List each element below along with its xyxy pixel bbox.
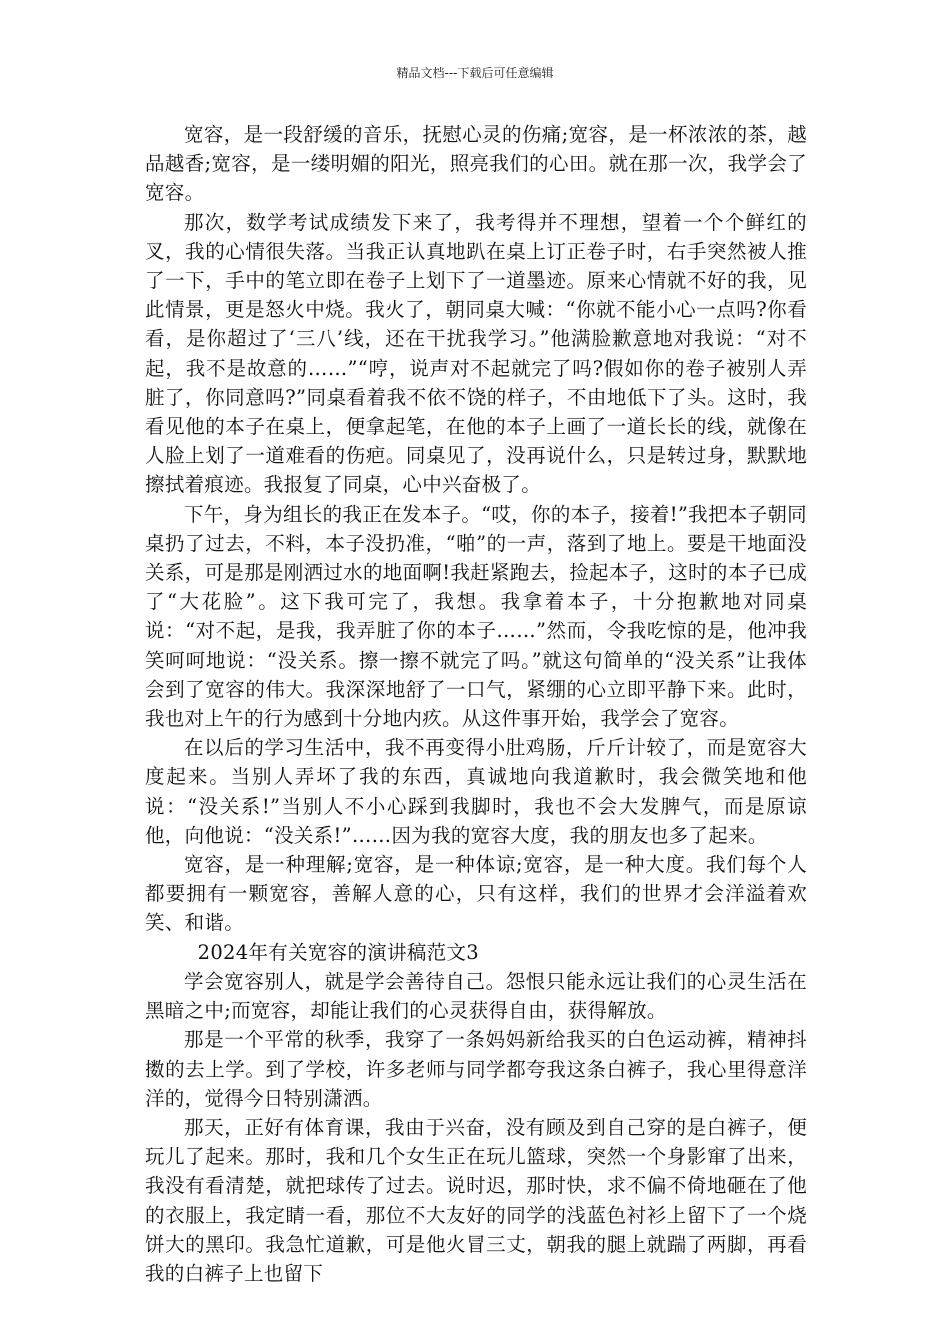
paragraph: 学会宽容别人，就是学会善待自己。怨恨只能永远让我们的心灵生活在黑暗之中;而宽容，却能让我们的心灵获得自由，获得解放。 bbox=[145, 969, 807, 1023]
paragraph: 那次，数学考试成绩发下来了，我考得并不理想，望着一个个鲜红的叉，我的心情很失落。当我正认真地趴在桌上订正卷子时，右手突然被人推了一下，手中的笔立即在卷子上划下了一道墨迹。原来心情就不好的我，见此情景，更是怒火中烧。我火了，朝同桌大喊：“你就不能小心一点吗?你看看，是你超过了‘三八’线，还在干扰我学习。”他满脸歉意地对我说：“对不起，我不是故意的……”“哼，说声对不起就完了吗?假如你的卷子被别人弄脏了，你同意吗?”同桌看着我不依不饶的样子，不由地低下了头。这时，我看见他的本子在桌上，便拿起笔，在他的本子上画了一道长长的线，就像在人脸上划了一道难看的伤疤。同桌见了，没再说什么，只是转过身，默默地擦拭着痕迹。我报复了同桌，心中兴奋极了。 bbox=[145, 210, 807, 497]
section-title: 2024年有关宽容的演讲稿范文3 bbox=[197, 940, 479, 964]
paragraph: 那是一个平常的秋季，我穿了一条妈妈新给我买的白色运动裤，精神抖擞的去上学。到了学校，许多老师与同学都夸我这条白裤子，我心里得意洋洋的，觉得今日特别潇洒。 bbox=[145, 1028, 807, 1110]
paragraph: 宽容，是一种理解;宽容，是一种体谅;宽容，是一种大度。我们每个人都要拥有一颗宽容，善解人意的心，只有这样，我们的世界才会洋溢着欢笑、和谐。 bbox=[145, 853, 807, 935]
page-header: 精品文档---下载后可任意编辑 bbox=[396, 66, 554, 80]
paragraph: 在以后的学习生活中，我不再变得小肚鸡肠，斤斤计较了，而是宽容大度起来。当别人弄坏了我的东西，真诚地向我道歉时，我会微笑地和他说：“没关系!”当别人不小心踩到我脚时，我也不会大发脾气，而是原谅他，向他说：“没关系!”……因为我的宽容大度，我的朋友也多了起来。 bbox=[145, 736, 807, 847]
document-body bbox=[145, 120, 807, 1288]
paragraph: 宽容，是一段舒缓的音乐，抚慰心灵的伤痛;宽容，是一杯浓浓的茶，越品越香;宽容，是一缕明媚的阳光，照亮我们的心田。就在那一次，我学会了宽容。 bbox=[145, 123, 807, 205]
paragraph: 下午，身为组长的我正在发本子。“哎，你的本子，接着!”我把本子朝同桌扔了过去，不料，本子没扔准，“啪”的一声，落到了地上。要是干地面没关系，可是那是刚洒过水的地面啊!我赶紧跑去，捡起本子，这时的本子已成了“大花脸”。这下我可完了，我想。我拿着本子，十分抱歉地对同桌说：“对不起，是我，我弄脏了你的本子……”然而，令我吃惊的是，他冲我笑呵呵地说：“没关系。擦一擦不就完了吗。”就这句简单的“没关系”让我体会到了宽容的伟大。我深深地舒了一口气，紧绷的心立即平静下来。此时，我也对上午的行为感到十分地内疚。从这件事开始，我学会了宽容。 bbox=[145, 502, 807, 731]
paragraph: 那天，正好有体育课，我由于兴奋，没有顾及到自己穿的是白裤子，便玩儿了起来。那时，我和几个女生正在玩儿篮球，突然一个身影窜了出来，我没有看清楚，就把球传了过去。说时迟，那时快，求不偏不倚地砸在了他的衣服上，我定睛一看，那位不大友好的同学的浅蓝色衬衫上留下了一个烧饼大的黑印。我急忙道歉，可是他火冒三丈，朝我的腿上就踹了两脚，再看我的白裤子上也留下 bbox=[145, 1115, 807, 1285]
